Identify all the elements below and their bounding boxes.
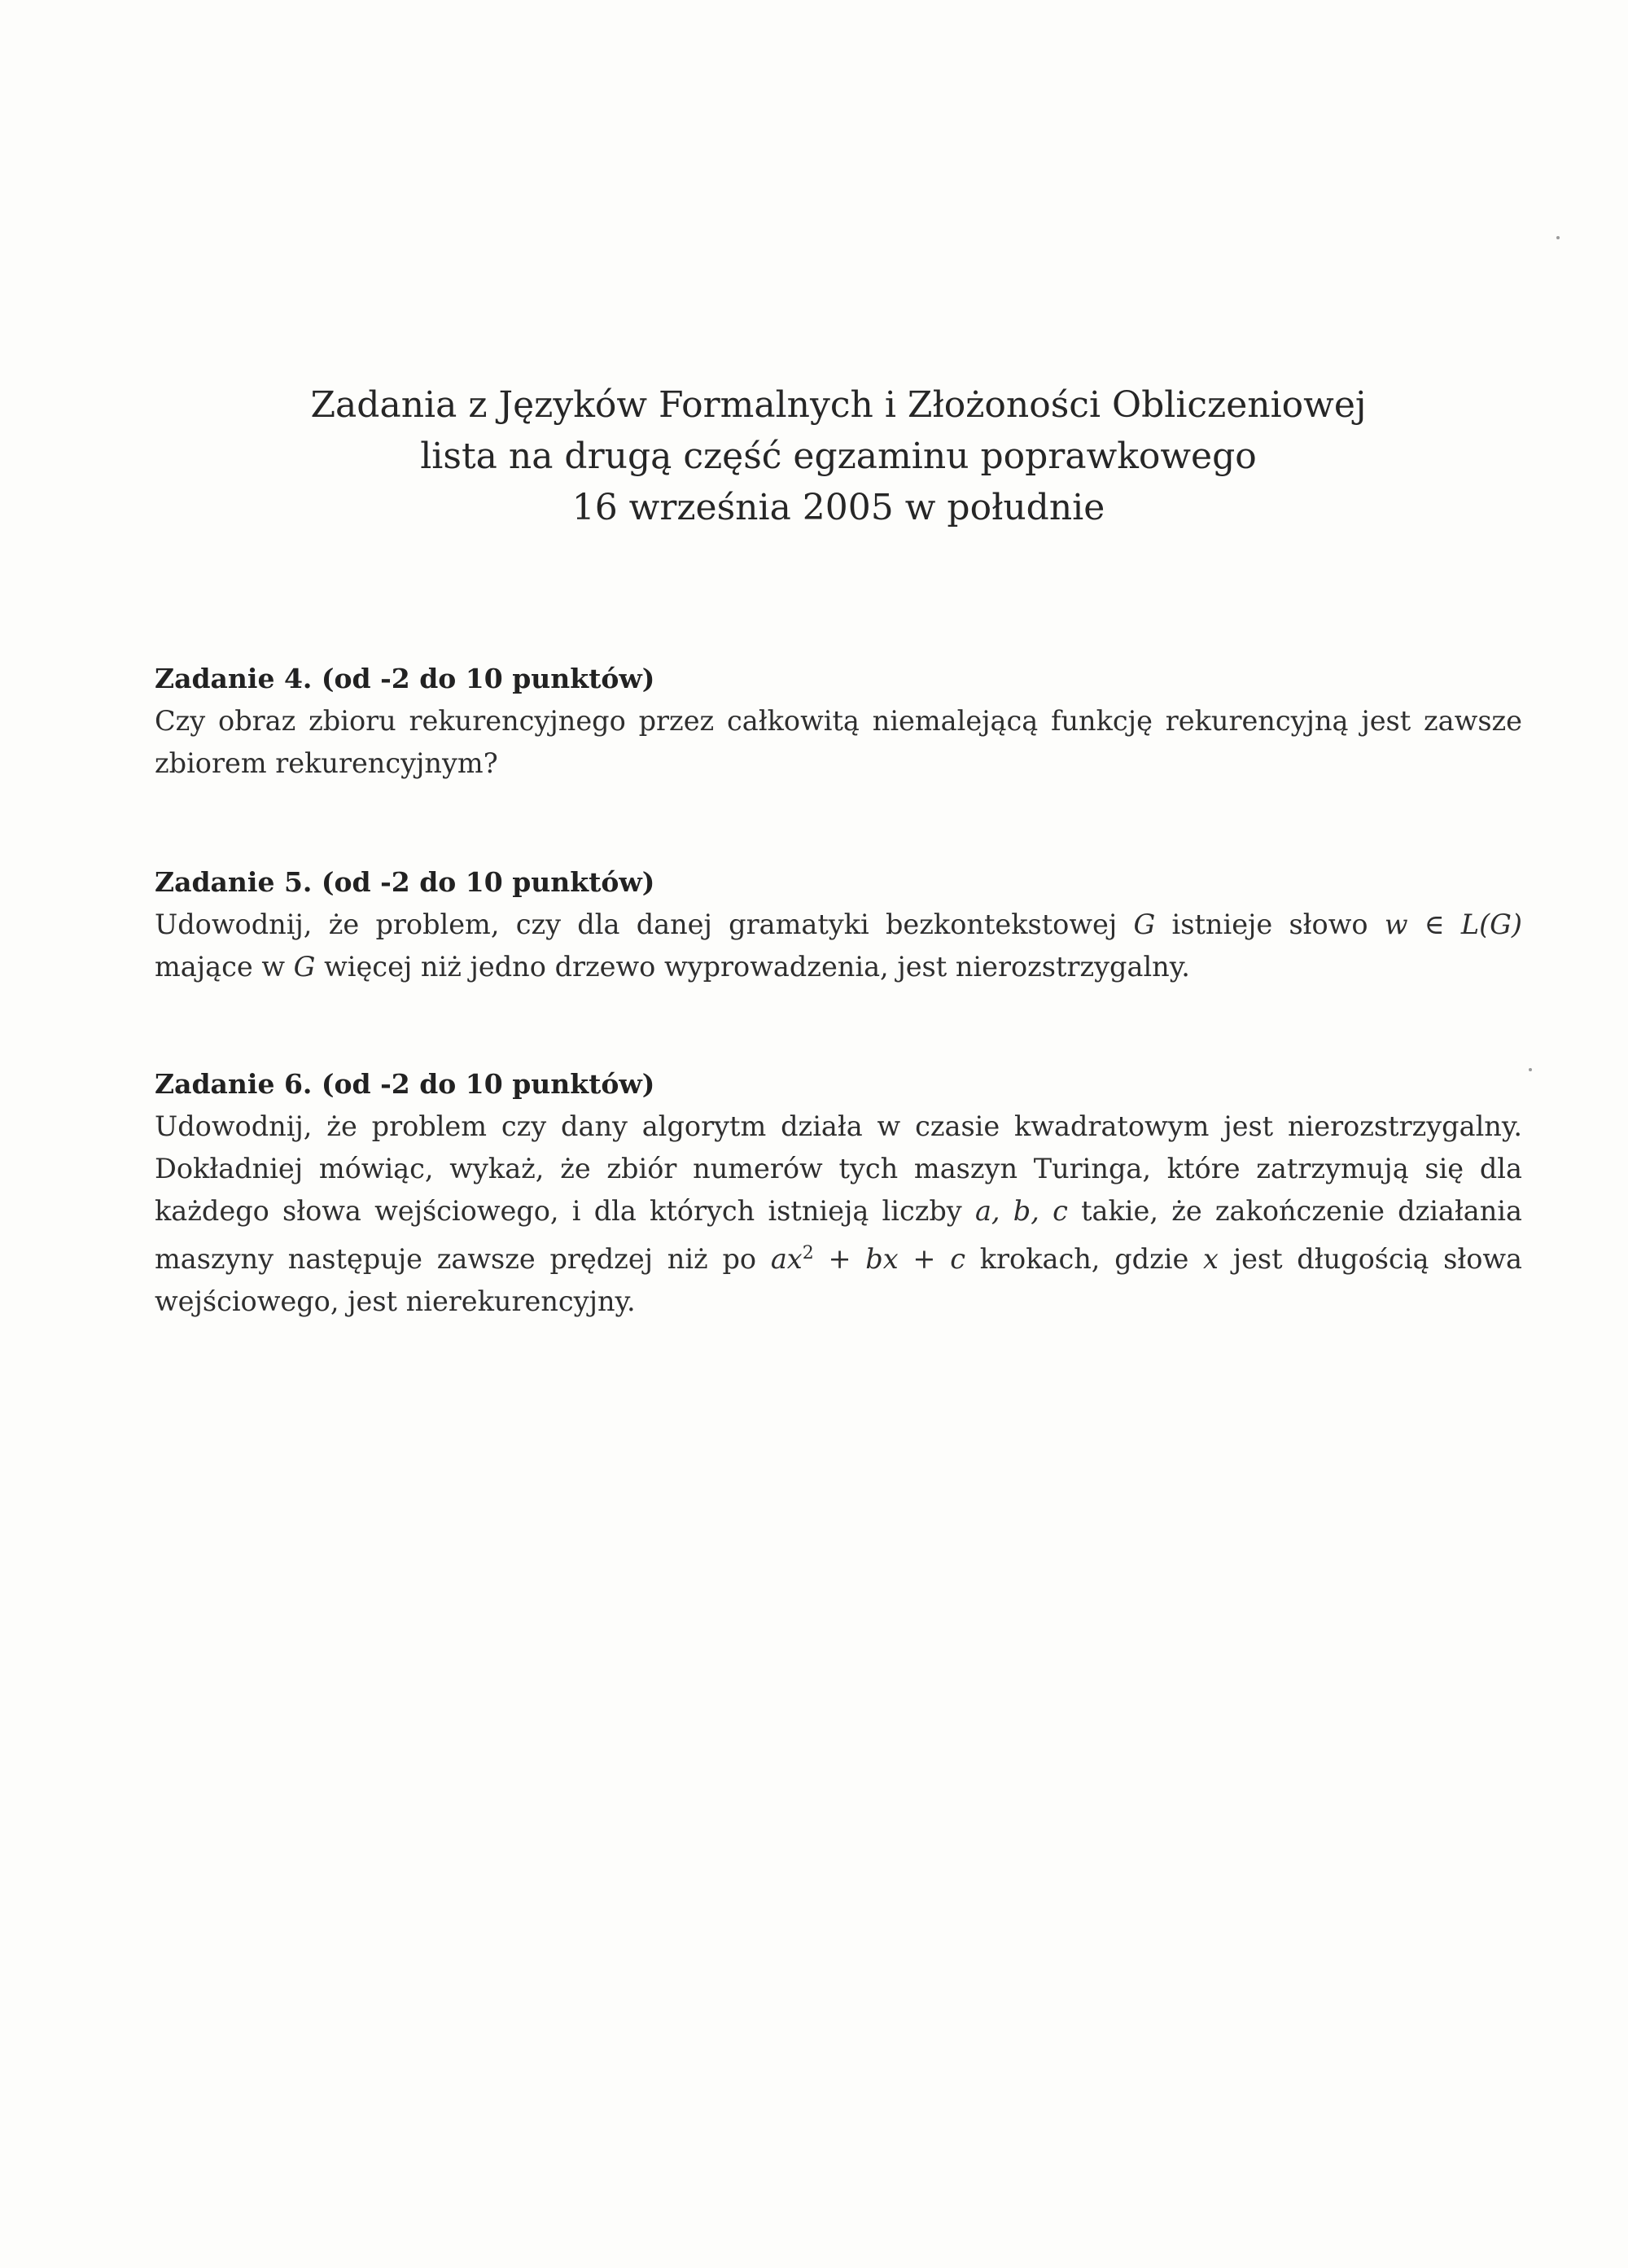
task-6-text: krokach, gdzie [979,1243,1189,1276]
task-5-text: mające w [155,951,286,983]
task-5-text: istnieje słowo [1171,909,1368,940]
task-6-line-1: Udowodnij, że problem czy dany algorytm działa w czasie kwadratowym jest nierozstrzygalny. [155,1110,1522,1142]
math-plus: + [912,1243,936,1276]
task-6-text: każdego słowa wejściowego, i dla których istnieją liczby [155,1195,962,1227]
math-L-of-G: L(G) [1460,909,1523,940]
task-5-line-1 [155,904,1522,946]
math-bx: bx [865,1243,899,1276]
task-6-line-4 [155,1233,1522,1281]
task-4 [155,658,1522,785]
math-a-b-c: a, b, c [974,1195,1068,1227]
math-element-of: ∈ [1424,909,1445,940]
task-6-body [155,1106,1522,1323]
task-4-line-2: zbiorem rekurencyjnym? [155,747,498,779]
task-5-text: Udowodnij, że problem, czy dla danej gramatyki bezkontekstowej [155,909,1118,940]
document-header [244,379,1433,533]
header-title-line: Zadania z Języków Formalnych i Złożoności Obliczeniowej [310,384,1367,426]
math-x: x [1203,1243,1219,1276]
math-c: c [950,1243,965,1276]
math-ax: ax [770,1243,803,1276]
task-4-title: Zadanie 4. (od -2 do 10 punktów) [155,663,655,694]
task-5-line-2 [155,946,1522,988]
task-6-line-3 [155,1190,1522,1233]
task-6-text: maszyny następuje zawsze prędzej niż po [155,1243,757,1276]
task-6-text: jest długością słowa [1232,1243,1523,1276]
task-6-line-2: Dokładniej mówiąc, wykaż, że zbiór numerów tych maszyn Turinga, które zatrzymują się dla [155,1153,1522,1184]
header-date-line: 16 września 2005 w południe [571,487,1105,528]
task-5-text: więcej niż jedno drzewo wyprowadzenia, jest nierozstrzygalny. [324,951,1190,983]
math-G: G [1133,909,1156,940]
task-4-body [155,700,1522,785]
math-w: w [1384,909,1408,940]
scan-speck [1556,236,1560,239]
math-exponent: 2 [802,1243,814,1263]
task-6-title: Zadanie 6. (od -2 do 10 punktów) [155,1068,655,1100]
task-5-title: Zadanie 5. (od -2 do 10 punktów) [155,866,655,898]
task-4-line-1: Czy obraz zbioru rekurencyjnego przez całkowitą niemalejącą funkcję rekurencyjną jest zawsze [155,705,1522,737]
task-6-line-5: wejściowego, jest nierekurencyjny. [155,1285,636,1318]
scan-speck [1529,1068,1532,1071]
header-subtitle-line: lista na drugą część egzaminu poprawkowego [420,436,1257,477]
task-5-body [155,904,1522,988]
math-G: G [293,951,316,983]
task-6 [155,1063,1522,1323]
math-plus: + [828,1243,851,1276]
task-5 [155,861,1522,988]
task-6-text: takie, że zakończenie działania [1081,1195,1522,1227]
